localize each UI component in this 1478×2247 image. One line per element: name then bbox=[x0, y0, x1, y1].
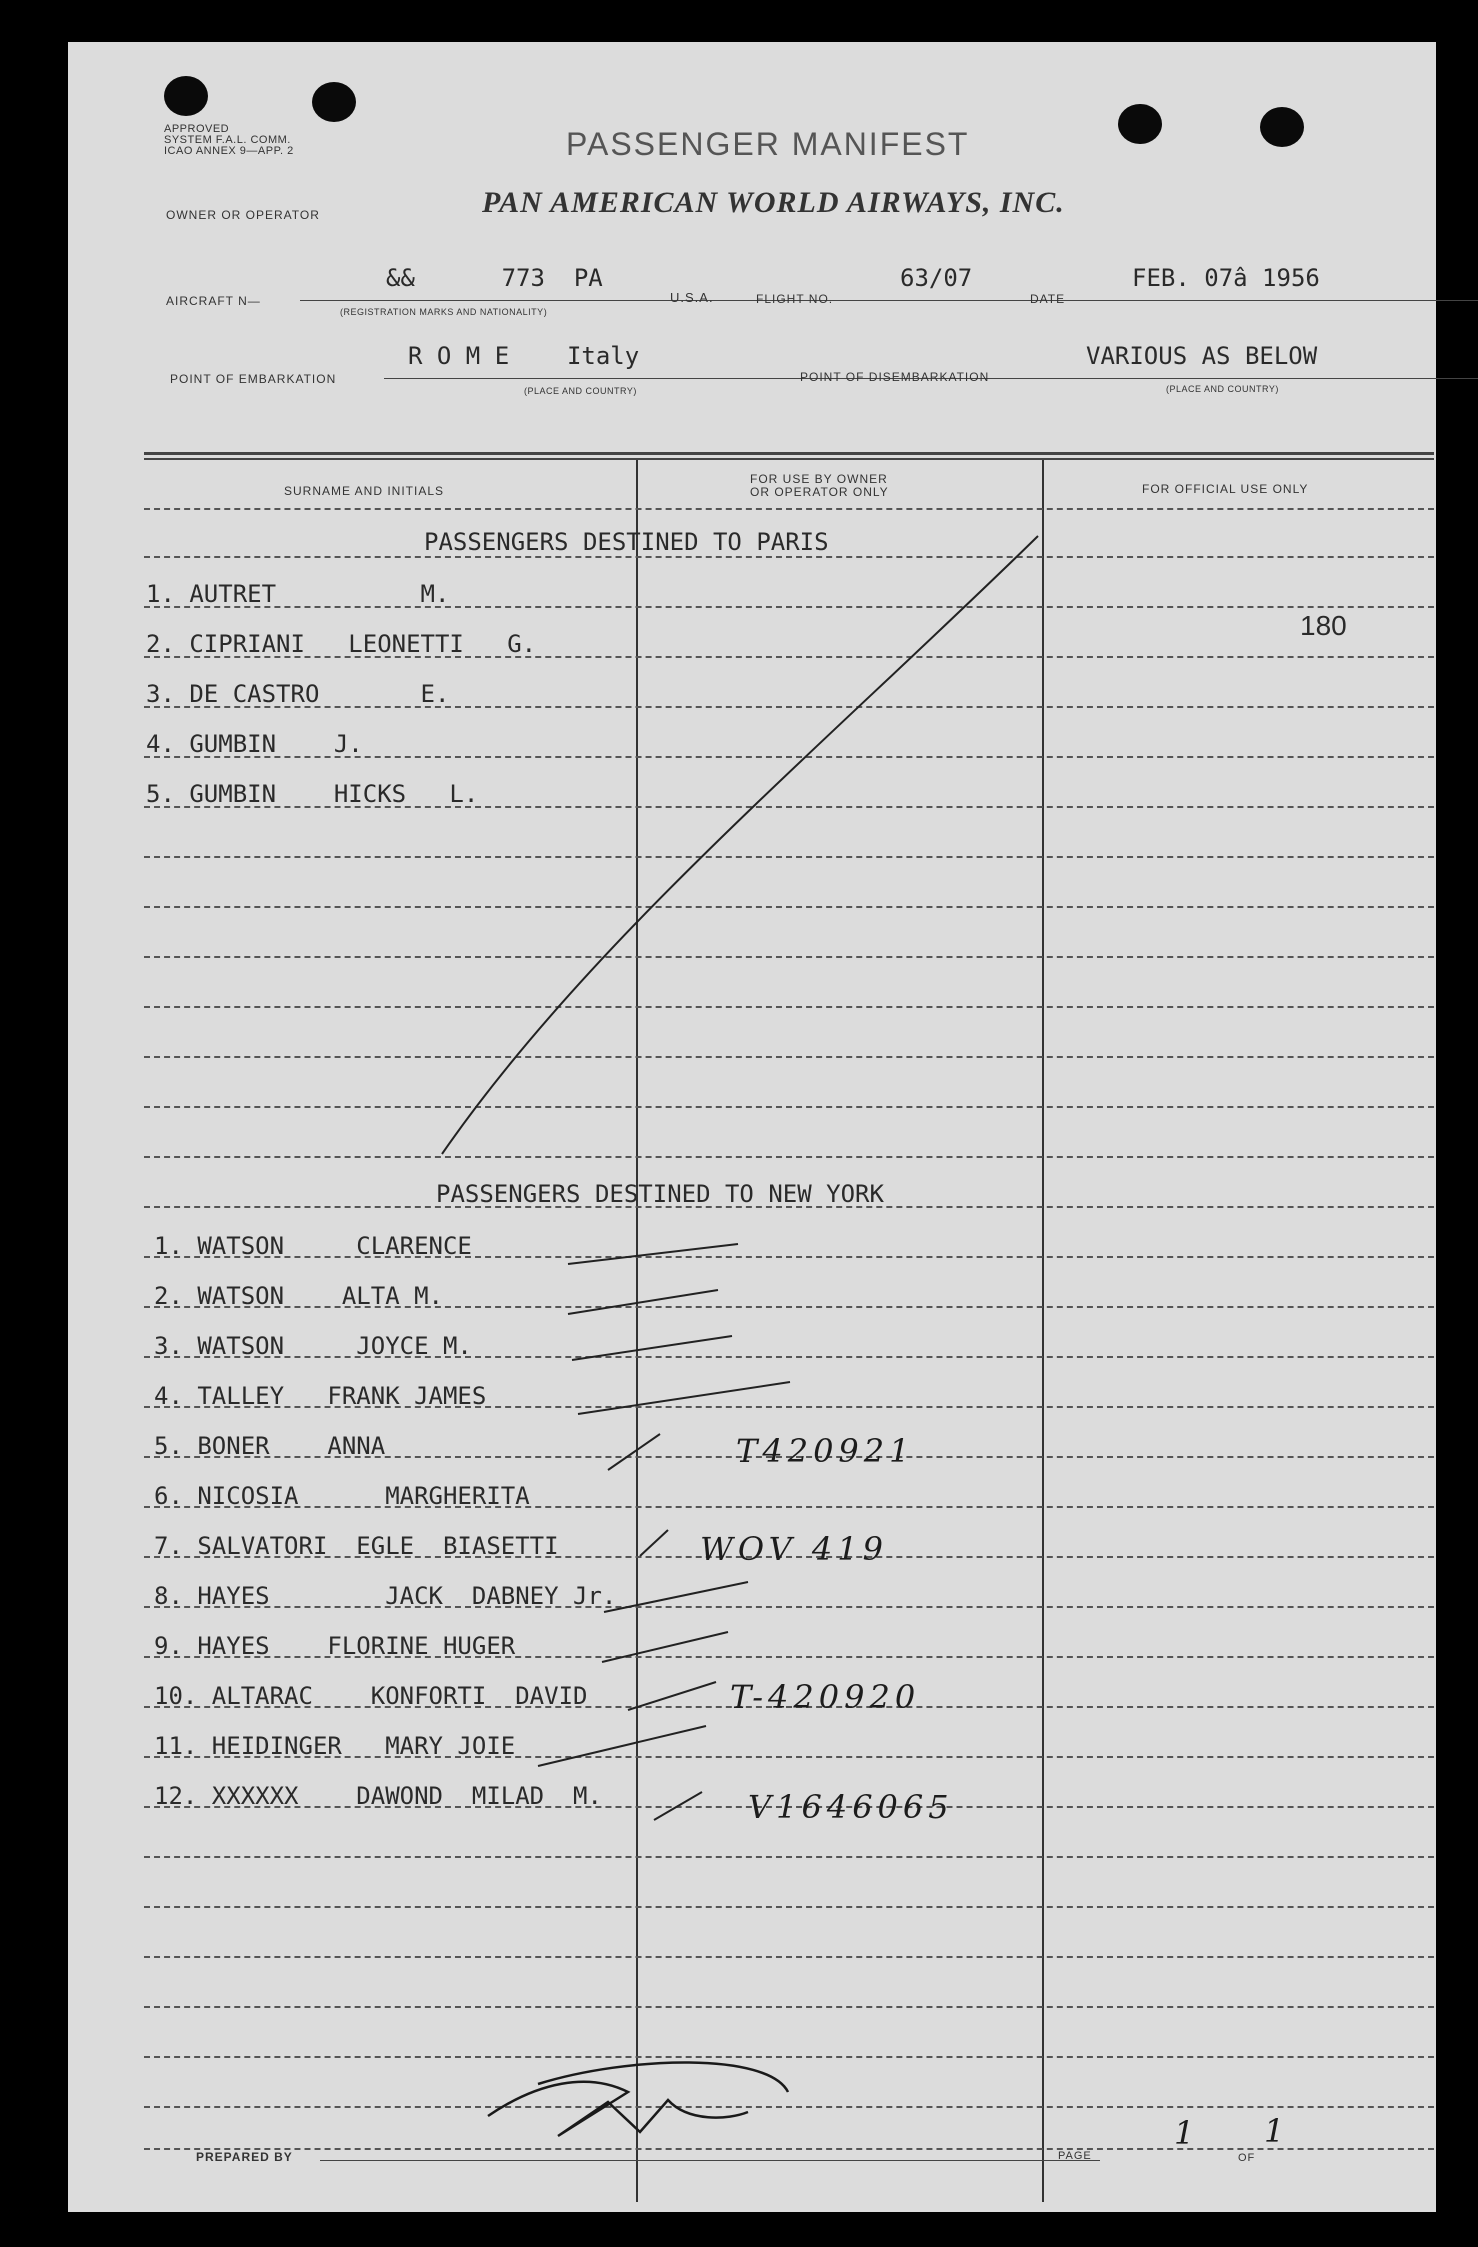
registration-caption: (REGISTRATION MARKS AND NATIONALITY) bbox=[340, 307, 548, 317]
ny-passenger: 7. SALVATORI EGLE BIASETTI bbox=[154, 1532, 559, 1560]
embarkation-value: R O M E Italy bbox=[408, 342, 640, 370]
official-column-header: FOR OFFICIAL USE ONLY bbox=[1142, 482, 1309, 496]
usa-label: U.S.A. bbox=[670, 290, 714, 305]
strike-through-line bbox=[442, 536, 1038, 1154]
check-mark bbox=[538, 1726, 706, 1766]
aircraft-label: AIRCRAFT N— bbox=[166, 294, 261, 308]
handwritten-note: WOV 419 bbox=[700, 1530, 888, 1568]
new-york-heading: PASSENGERS DESTINED TO NEW YORK bbox=[436, 1180, 884, 1208]
check-mark bbox=[578, 1382, 790, 1414]
paris-passenger: 1. AUTRET M. bbox=[146, 580, 450, 608]
aircraft-value: && 773 PA bbox=[386, 264, 603, 292]
paris-passenger: 4. GUMBIN J. bbox=[146, 730, 363, 758]
manifest-sheet bbox=[68, 42, 1436, 2212]
disembarkation-value: VARIOUS AS BELOW bbox=[1086, 342, 1318, 370]
check-mark bbox=[604, 1582, 748, 1612]
ny-passenger: 2. WATSON ALTA M. bbox=[154, 1282, 443, 1310]
owner-label: OWNER OR OPERATOR bbox=[166, 208, 320, 222]
check-mark bbox=[572, 1336, 732, 1360]
handwritten-note: T-420920 bbox=[730, 1678, 921, 1716]
page-number: 1 bbox=[1174, 2114, 1200, 2152]
paris-passenger: 5. GUMBIN HICKS L. bbox=[146, 780, 479, 808]
check-mark bbox=[602, 1632, 728, 1662]
ny-passenger: 3. WATSON JOYCE M. bbox=[154, 1332, 472, 1360]
of-label: OF bbox=[1238, 2152, 1256, 2164]
handwritten-note: T420921 bbox=[736, 1432, 915, 1470]
page-label: PAGE bbox=[1058, 2150, 1092, 2162]
check-mark bbox=[654, 1792, 702, 1820]
official-note: 180 bbox=[1300, 610, 1347, 641]
ny-passenger: 5. BONER ANNA bbox=[154, 1432, 386, 1460]
signature bbox=[488, 2062, 788, 2136]
ny-passenger: 10. ALTARAC KONFORTI DAVID bbox=[154, 1682, 588, 1710]
paris-heading: PASSENGERS DESTINED TO PARIS bbox=[424, 528, 829, 556]
check-mark bbox=[608, 1434, 660, 1470]
ny-passenger: 1. WATSON CLARENCE bbox=[154, 1232, 472, 1260]
flight-label: FLIGHT NO. bbox=[756, 292, 834, 306]
pen-strokes bbox=[68, 42, 1436, 2212]
handwritten-note: V1646065 bbox=[748, 1788, 954, 1826]
page-title: PASSENGER MANIFEST bbox=[566, 126, 970, 162]
approval-line: SYSTEM F.A.L. COMM. bbox=[164, 134, 291, 146]
ny-passenger: 12. XXXXXX DAWOND MILAD M. bbox=[154, 1782, 602, 1810]
paris-passenger: 2. CIPRIANI LEONETTI G. bbox=[146, 630, 537, 658]
paris-passenger: 3. DE CASTRO E. bbox=[146, 680, 450, 708]
ny-passenger: 11. HEIDINGER MARY JOIE bbox=[154, 1732, 516, 1760]
approval-line: APPROVED bbox=[164, 123, 230, 135]
check-mark bbox=[568, 1290, 718, 1314]
check-mark bbox=[568, 1244, 738, 1264]
check-mark bbox=[640, 1530, 668, 1556]
company-name: PAN AMERICAN WORLD AIRWAYS, INC. bbox=[482, 186, 1065, 219]
prepared-by-label: PREPARED BY bbox=[196, 2150, 293, 2164]
ny-passenger: 4. TALLEY FRANK JAMES bbox=[154, 1382, 487, 1410]
place-caption: (PLACE AND COUNTRY) bbox=[1166, 384, 1279, 394]
disembarkation-label: POINT OF DISEMBARKATION bbox=[800, 370, 990, 384]
date-label: DATE bbox=[1030, 292, 1066, 306]
place-caption: (PLACE AND COUNTRY) bbox=[524, 386, 637, 396]
flight-value: 63/07 bbox=[900, 264, 973, 292]
surname-column-header: SURNAME AND INITIALS bbox=[284, 484, 445, 498]
ny-passenger: 9. HAYES FLORINE HUGER bbox=[154, 1632, 516, 1660]
owner-column-header-line2: OR OPERATOR ONLY bbox=[750, 485, 889, 499]
embarkation-label: POINT OF EMBARKATION bbox=[170, 372, 337, 386]
approval-line: ICAO ANNEX 9—APP. 2 bbox=[164, 145, 294, 157]
page-total: 1 bbox=[1264, 2112, 1290, 2150]
ny-passenger: 6. NICOSIA MARGHERITA bbox=[154, 1482, 530, 1510]
ny-passenger: 8. HAYES JACK DABNEY Jr. bbox=[154, 1582, 617, 1610]
check-mark bbox=[628, 1682, 716, 1710]
date-value: FEB. 07â 1956 bbox=[1132, 264, 1320, 292]
owner-column-header-line1: FOR USE BY OWNER bbox=[750, 472, 888, 486]
